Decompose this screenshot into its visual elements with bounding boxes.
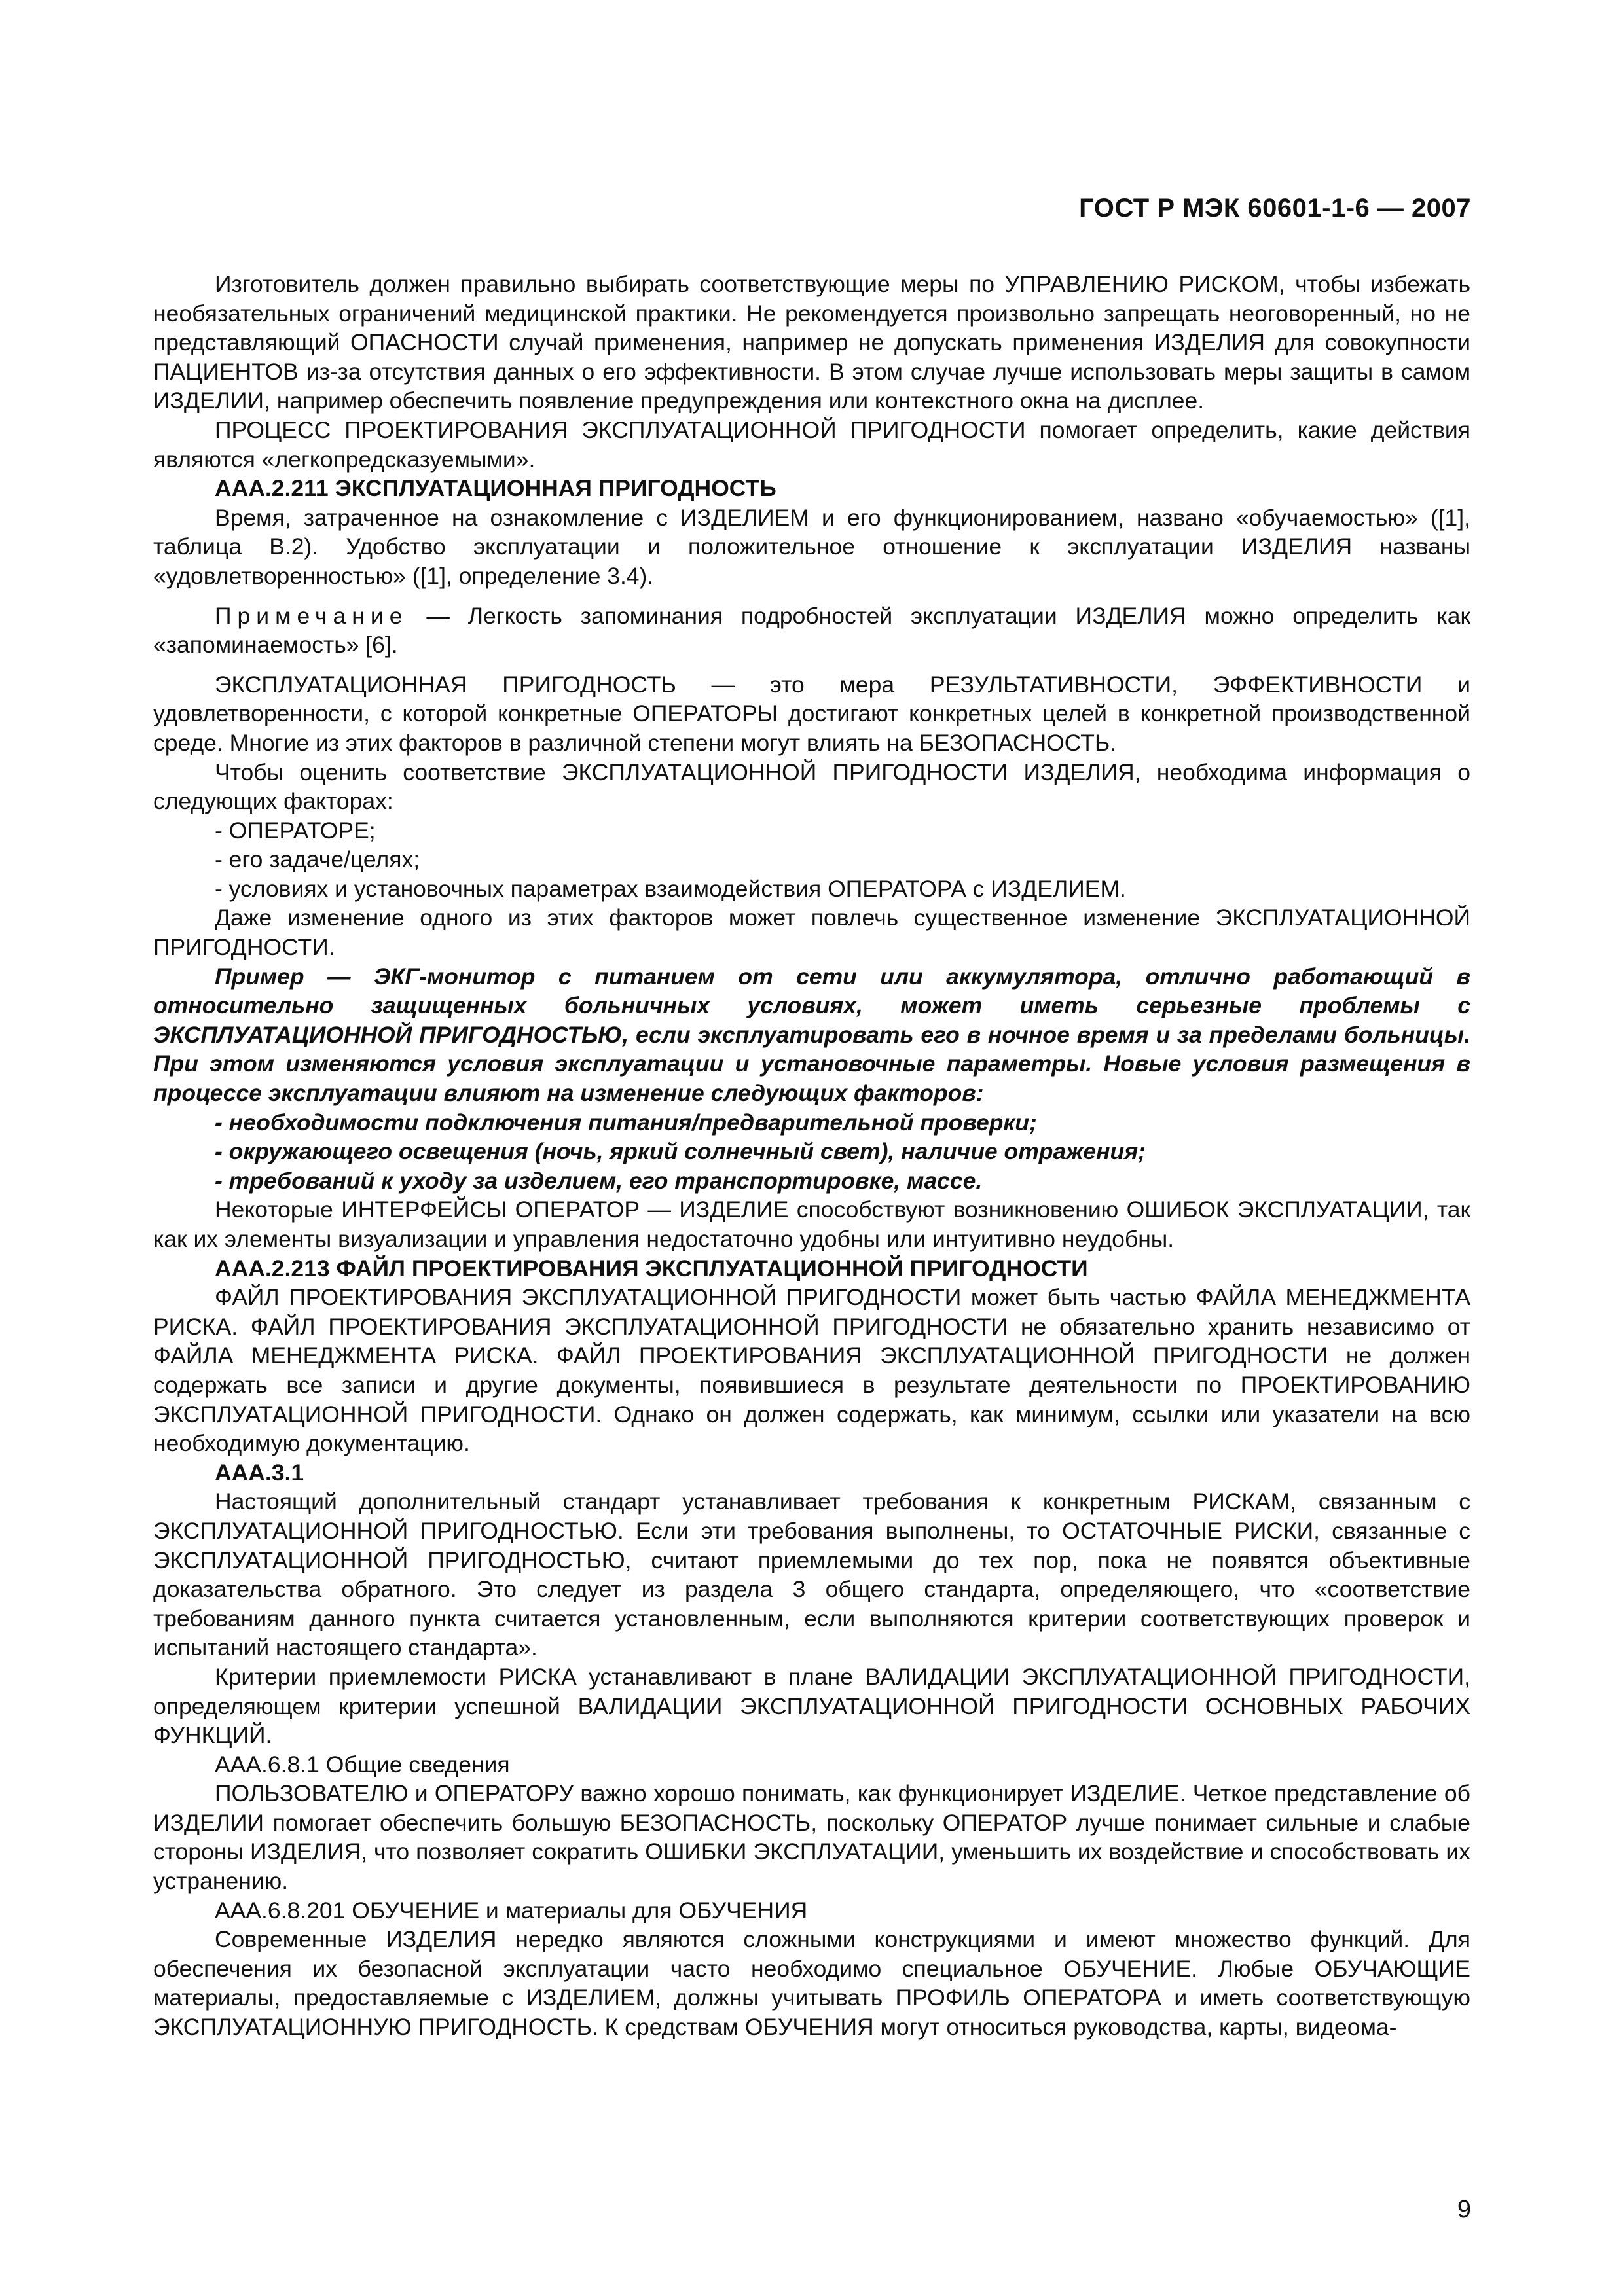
- paragraph: ПРОЦЕСС ПРОЕКТИРОВАНИЯ ЭКСПЛУАТАЦИОННОЙ ПРИГОДНОСТИ помогает определить, какие действия являются «легкопредсказуемыми».: [153, 416, 1470, 473]
- paragraph: Настоящий дополнительный стандарт устанавливает требования к конкретным РИСКАМ, связанным с ЭКСПЛУАТАЦИОННОЙ ПРИГОДНОСТЬЮ. Если эти требования выполнены, то ОСТАТОЧНЫЕ РИСКИ, связанные с ЭКСПЛУАТАЦИОННОЙ ПРИГОДНОСТЬЮ, считают приемлемыми до тех пор, пока не появятся объективные доказательства обратного. Это следует из раздела 3 общего стандарта, определяющего, что «соответствие требованиям данного пункта считается установленным, если выполняются критерии соответствующих проверок и испытаний настоящего стандарта».: [153, 1488, 1470, 1661]
- body-text: [153, 270, 1470, 2042]
- list-item: - условиях и установочных параметрах взаимодействия ОПЕРАТОРА с ИЗДЕЛИЕМ.: [215, 875, 1126, 902]
- example-paragraph: Пример — ЭКГ-монитор с питанием от сети или аккумулятора, отлично работающий в относительно защищенных больничных условиях, может иметь серьезные проблемы с ЭКСПЛУАТАЦИОННОЙ ПРИГОДНОСТЬЮ, если эксплуатировать его в ночное время и за пределами больницы. При этом изменяются условия эксплуатации и установочные параметры. Новые условия размещения в процессе эксплуатации влияют на изменение следующих факторов:: [153, 963, 1470, 1107]
- paragraph: Даже изменение одного из этих факторов может повлечь существенное изменение ЭКСПЛУАТАЦИОННОЙ ПРИГОДНОСТИ.: [153, 905, 1470, 961]
- example-list-item: - требований к уходу за изделием, его транспортировке, массе.: [215, 1167, 983, 1194]
- section-heading-aaa-6-8-1: ААА.6.8.1 Общие сведения: [215, 1751, 510, 1778]
- page-number: 9: [1457, 2196, 1471, 2223]
- list-item: - ОПЕРАТОРЕ;: [215, 817, 376, 844]
- note-label: Примечание: [215, 602, 409, 629]
- note-paragraph: [153, 601, 1470, 660]
- section-heading-aaa-6-8-201: ААА.6.8.201 ОБУЧЕНИЕ и материалы для ОБУЧЕНИЯ: [215, 1897, 808, 1924]
- paragraph: ФАЙЛ ПРОЕКТИРОВАНИЯ ЭКСПЛУАТАЦИОННОЙ ПРИГОДНОСТИ может быть частью ФАЙЛА МЕНЕДЖМЕНТА РИСКА. ФАЙЛ ПРОЕКТИРОВАНИЯ ЭКСПЛУАТАЦИОННОЙ ПРИГОДНОСТИ не обязательно хранить независимо от ФАЙЛА МЕНЕДЖМЕНТА РИСКА. ФАЙЛ ПРОЕКТИРОВАНИЯ ЭКСПЛУАТАЦИОННОЙ ПРИГОДНОСТИ не должен содержать все записи и другие документы, появившиеся в результате деятельности по ПРОЕКТИРОВАНИЮ ЭКСПЛУАТАЦИОННОЙ ПРИГОДНОСТИ. Однако он должен содержать, как минимум, ссылки или указатели на всю необходимую документацию.: [153, 1284, 1470, 1457]
- standard-code-header: ГОСТ Р МЭК 60601-1-6 — 2007: [1079, 194, 1471, 223]
- example-list-item: - окружающего освещения (ночь, яркий солнечный свет), наличие отражения;: [215, 1138, 1146, 1165]
- paragraph: ПОЛЬЗОВАТЕЛЮ и ОПЕРАТОРУ важно хорошо понимать, как функционирует ИЗДЕЛИЕ. Четкое представление об ИЗДЕЛИИ помогает обеспечить большую БЕЗОПАСНОСТЬ, поскольку ОПЕРАТОР лучше понимает сильные и слабые стороны ИЗДЕЛИЯ, что позволяет сократить ОШИБКИ ЭКСПЛУАТАЦИИ, уменьшить их воздействие и способствовать их устранению.: [153, 1780, 1470, 1895]
- section-heading-aaa-3-1: ААА.3.1: [215, 1459, 304, 1486]
- section-heading-aaa-2-213: ААА.2.213 ФАЙЛ ПРОЕКТИРОВАНИЯ ЭКСПЛУАТАЦИОННОЙ ПРИГОДНОСТИ: [215, 1255, 1088, 1282]
- paragraph: Чтобы оценить соответствие ЭКСПЛУАТАЦИОННОЙ ПРИГОДНОСТИ ИЗДЕЛИЯ, необходима информация о следующих факторах:: [153, 759, 1470, 815]
- paragraph: Критерии приемлемости РИСКА устанавливают в плане ВАЛИДАЦИИ ЭКСПЛУАТАЦИОННОЙ ПРИГОДНОСТИ, определяющем критерии успешной ВАЛИДАЦИИ ЭКСПЛУАТАЦИОННОЙ ПРИГОДНОСТИ ОСНОВНЫХ РАБОЧИХ ФУНКЦИЙ.: [153, 1663, 1470, 1749]
- list-item: - его задаче/целях;: [215, 846, 420, 873]
- paragraph: ЭКСПЛУАТАЦИОННАЯ ПРИГОДНОСТЬ — это мера РЕЗУЛЬТАТИВНОСТИ, ЭФФЕКТИВНОСТИ и удовлетворенности, с которой конкретные ОПЕРАТОРЫ достигают конкретных целей в конкретной производственной среде. Многие из этих факторов в различной степени могут влиять на БЕЗОПАСНОСТЬ.: [153, 671, 1470, 756]
- paragraph: Некоторые ИНТЕРФЕЙСЫ ОПЕРАТОР — ИЗДЕЛИЕ способствуют возникновению ОШИБОК ЭКСПЛУАТАЦИИ, так как их элементы визуализации и управления недостаточно удобны или интуитивно неудобны.: [153, 1196, 1470, 1252]
- note-text: — Легкость запоминания подробностей эксплуатации ИЗДЕЛИЯ можно определить как «запоминаемость» [6].: [153, 602, 1470, 658]
- section-heading-aaa-2-211: ААА.2.211 ЭКСПЛУАТАЦИОННАЯ ПРИГОДНОСТЬ: [215, 475, 776, 502]
- paragraph: Современные ИЗДЕЛИЯ нередко являются сложными конструкциями и имеют множество функций. Для обеспечения их безопасной эксплуатации часто необходимо специальное ОБУЧЕНИЕ. Любые ОБУЧАЮЩИЕ материалы, предоставляемые с ИЗДЕЛИЕМ, должны учитывать ПРОФИЛЬ ОПЕРАТОРА и иметь соответствующую ЭКСПЛУАТАЦИОННУЮ ПРИГОДНОСТЬ. К средствам ОБУЧЕНИЯ могут относиться руководства, карты, видеома-: [153, 1926, 1470, 2041]
- paragraph: Изготовитель должен правильно выбирать соответствующие меры по УПРАВЛЕНИЮ РИСКОМ, чтобы избежать необязательных ограничений медицинской практики. Не рекомендуется произвольно запрещать неоговоренный, но не представляющий ОПАСНОСТИ случай применения, например не допускать применения ИЗДЕЛИЯ для совокупности ПАЦИЕНТОВ из-за отсутствия данных о его эффективности. В этом случае лучше использовать меры защиты в самом ИЗДЕЛИИ, например обеспечить появление предупреждения или контекстного окна на дисплее.: [153, 271, 1470, 414]
- paragraph: Время, затраченное на ознакомление с ИЗДЕЛИЕМ и его функционированием, названо «обучаемостью» ([1], таблица В.2). Удобство эксплуатации и положительное отношение к эксплуатации ИЗДЕЛИЯ названы «удовлетворенностью» ([1], определение 3.4).: [153, 504, 1470, 589]
- example-list-item: - необходимости подключения питания/предварительной проверки;: [215, 1109, 1037, 1136]
